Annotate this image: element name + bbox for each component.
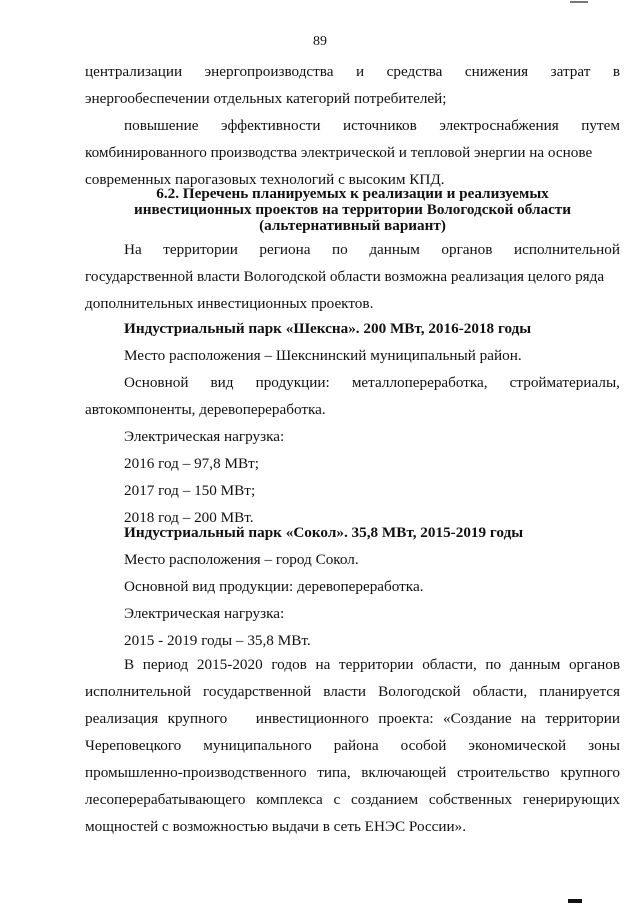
word: централизации [85, 63, 183, 80]
region-line1 [85, 236, 620, 263]
closing-line6: лесоперерабатывающего комплекса с созданием собственных генерирующих [85, 791, 620, 808]
closing-line3: реализация крупного инвестиционного проекта: «Создание на территории [85, 710, 620, 727]
word: продукции: [255, 374, 330, 391]
park-sokol-title: Индустриальный парк «Сокол». 35,8 МВт, 2015-2019 годы [124, 524, 524, 541]
closing-line2: исполнительной государственной власти Вологодской области, планируется [85, 683, 620, 700]
scan-mark-top [570, 1, 588, 3]
word: вид [210, 374, 234, 391]
page-number: 89 [313, 34, 327, 49]
word: зоны [588, 737, 620, 754]
word: особой [400, 737, 447, 754]
park-sheksna-products-line1 [85, 369, 620, 396]
park-sheksna-load-label: Электрическая нагрузка: [124, 428, 285, 445]
word: исполнительной [513, 241, 620, 258]
word: средства [386, 63, 443, 80]
heading-line-2: инвестиционных проектов на территории Вологодской области [133, 201, 572, 218]
heading-line-3: (альтернативный вариант) [259, 217, 446, 234]
word: снижения [464, 63, 529, 80]
word: повышение [124, 117, 199, 134]
word: по [332, 241, 348, 258]
word: территории [163, 241, 238, 258]
word: муниципального [203, 737, 312, 754]
closing-line1: В период 2015-2020 годов на территории области, по данным органов [124, 656, 620, 673]
park-sokol-load-label: Электрическая нагрузка: [124, 605, 285, 622]
word: региона [259, 241, 311, 258]
word: электроснабжения [439, 117, 559, 134]
intro-paragraph-2 [85, 112, 620, 193]
word: Основной [124, 374, 189, 391]
park-sheksna-section [85, 315, 620, 531]
intro-paragraph-1 [85, 58, 620, 112]
heading-line-1: 6.2. Перечень планируемых к реализации и реализуемых [156, 185, 549, 202]
intro-p2-line1 [85, 112, 620, 139]
word: На [124, 241, 142, 258]
closing-line5: промышленно-производственного типа, включающей строительство крупного [85, 764, 620, 781]
park-sheksna-products-line2: автокомпоненты, деревопереработка. [85, 401, 326, 418]
word: органов [441, 241, 493, 258]
park-sokol-section [85, 519, 620, 654]
word: Череповецкого [85, 737, 182, 754]
intro-p2-line3: современных парогазовых технологий с высоким КПД. [85, 171, 445, 188]
closing-line4 [85, 732, 620, 759]
word: данным [369, 241, 420, 258]
word: стройматериалы, [509, 374, 620, 391]
park-sheksna-load-2018: 2018 год – 200 МВт. [124, 509, 254, 526]
park-sheksna-title: Индустриальный парк «Шексна». 200 МВт, 2016-2018 годы [124, 320, 532, 337]
intro-p1-line2: энергообеспечении отдельных категорий потребителей; [85, 90, 447, 107]
scan-mark-bottom [568, 899, 582, 903]
closing-line7: мощностей с возможностью выдачи в сеть ЕНЭС России». [85, 818, 467, 835]
region-line2: государственной власти Вологодской области возможна реализация целого ряда [85, 268, 605, 285]
word: в [612, 63, 620, 80]
park-sokol-load: 2015 - 2019 годы – 35,8 МВт. [124, 632, 311, 649]
word: экономической [468, 737, 567, 754]
word: эффективности [221, 117, 321, 134]
park-sheksna-load-2017: 2017 год – 150 МВт; [124, 482, 256, 499]
word: путем [581, 117, 620, 134]
section-heading [85, 186, 620, 234]
word: и [356, 63, 365, 80]
word: района [333, 737, 379, 754]
park-sheksna-load-2016: 2016 год – 97,8 МВт; [124, 455, 259, 472]
closing-paragraph [85, 651, 620, 840]
region-paragraph [85, 236, 620, 317]
word: металлопереработка, [351, 374, 488, 391]
region-line3: дополнительных инвестиционных проектов. [85, 295, 374, 312]
word: энергопроизводства [204, 63, 334, 80]
word: затрат [550, 63, 591, 80]
word: источников [343, 117, 417, 134]
park-sokol-products: Основной вид продукции: деревопереработка. [124, 578, 424, 595]
park-sheksna-location: Место расположения – Шекснинский муниципальный район. [124, 347, 522, 364]
intro-p2-line2: комбинированного производства электрической и тепловой энергии на основе [85, 144, 593, 161]
park-sokol-location: Место расположения – город Сокол. [124, 551, 359, 568]
intro-p1-line1 [85, 58, 620, 85]
